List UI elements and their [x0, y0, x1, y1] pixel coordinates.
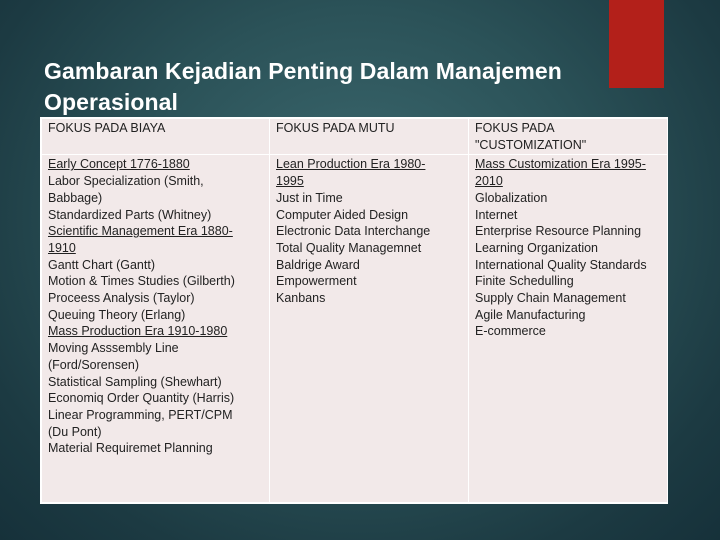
list-item: Learning Organization: [475, 240, 598, 255]
list-item: Linear Programming, PERT/CPM: [48, 407, 233, 422]
slide-title: Gambaran Kejadian Penting Dalam Manajemen Operasional: [44, 58, 562, 115]
list-item: Gantt Chart (Gantt): [48, 257, 155, 272]
era-heading: 2010: [475, 174, 503, 189]
list-item: Material Requiremet Planning: [48, 441, 213, 456]
customization-focus-cell: [469, 155, 668, 503]
table: [41, 118, 668, 503]
list-item: Total Quality Managemnet: [276, 240, 422, 255]
list-item: Enterprise Resource Planning: [475, 224, 642, 239]
era-heading: Scientific Management Era 1880-: [48, 224, 233, 239]
list-item: Just in Time: [276, 190, 343, 205]
era-heading: Early Concept 1776-1880: [48, 157, 190, 172]
era-heading: 1910: [48, 240, 76, 255]
list-item: (Ford/Sorensen): [48, 357, 140, 372]
quality-focus-cell: [270, 155, 469, 503]
list-item: E-commerce: [475, 324, 546, 339]
list-item: Globalization: [475, 190, 548, 205]
list-item: Kanbans: [276, 291, 326, 306]
era-heading: Lean Production Era 1980-: [276, 157, 426, 172]
header-customization-focus: FOKUS PADA "CUSTOMIZATION": [469, 119, 668, 155]
list-item: Queuing Theory (Erlang): [48, 307, 186, 322]
list-item: Agile Manufacturing: [475, 307, 586, 322]
list-item: Supply Chain Management: [475, 291, 626, 306]
list-item: Labor Specialization (Smith,: [48, 174, 204, 189]
era-heading: Mass Customization Era 1995-: [475, 157, 646, 172]
list-item: Statistical Sampling (Shewhart): [48, 374, 222, 389]
list-item: Finite Schedulling: [475, 274, 574, 289]
header-cost-focus: FOKUS PADA BIAYA: [42, 119, 270, 155]
era-heading: Mass Production Era 1910-1980: [48, 324, 228, 339]
cost-focus-cell: [42, 155, 270, 503]
era-heading: 1995: [276, 174, 304, 189]
table-header-row: [42, 119, 668, 155]
list-item: Economiq Order Quantity (Harris): [48, 391, 235, 406]
table-row: [42, 155, 668, 503]
list-item: Proceess Analysis (Taylor): [48, 291, 195, 306]
list-item: Internet: [475, 207, 518, 222]
list-item: (Du Pont): [48, 424, 102, 439]
list-item: Babbage): [48, 190, 103, 205]
list-item: Empowerment: [276, 274, 357, 289]
header-quality-focus: FOKUS PADA MUTU: [270, 119, 469, 155]
list-item: International Quality Standards: [475, 257, 647, 272]
list-item: Electronic Data Interchange: [276, 224, 431, 239]
focus-table: [40, 117, 668, 504]
list-item: Motion & Times Studies (Gilberth): [48, 274, 235, 289]
list-item: Moving Asssembly Line: [48, 341, 179, 356]
list-item: Computer Aided Design: [276, 207, 409, 222]
list-item: Standardized Parts (Whitney): [48, 207, 212, 222]
list-item: Baldrige Award: [276, 257, 360, 272]
